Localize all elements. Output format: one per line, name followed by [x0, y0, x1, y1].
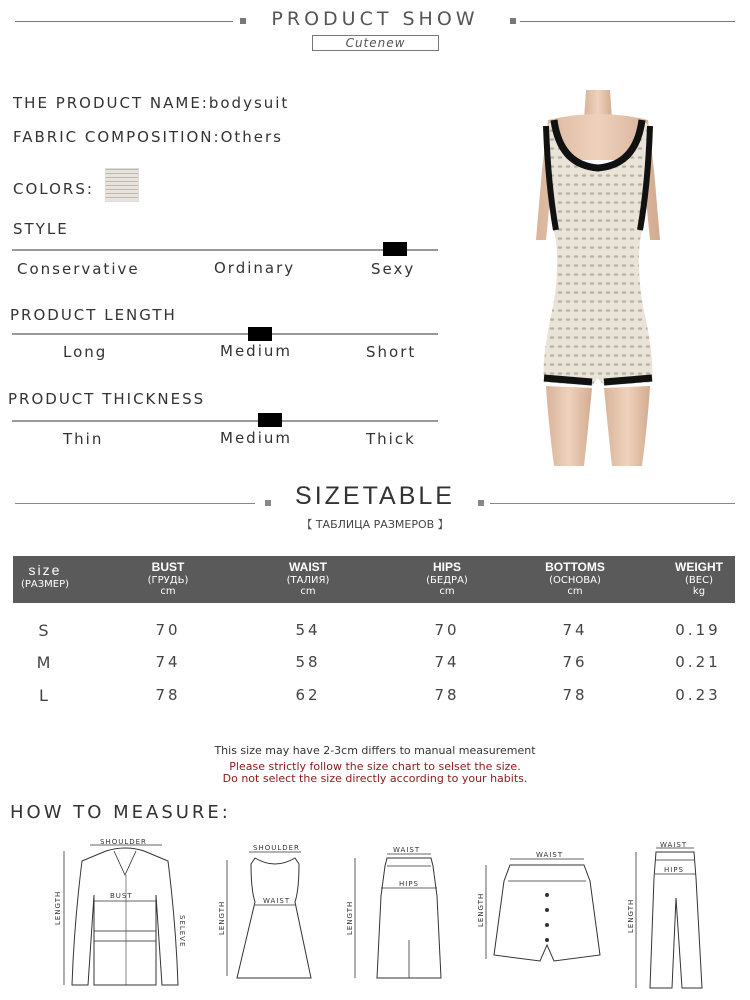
sizetable-dot-right: [478, 500, 484, 506]
header-dot-right: [510, 18, 516, 24]
cell-size: M: [36, 653, 54, 672]
pants-measure-diagram: [620, 838, 720, 998]
thickness-label: PRODUCT THICKNESS: [8, 390, 206, 408]
skirt-measure-diagram: [345, 840, 455, 990]
style-option-conservative: Conservative: [17, 260, 140, 278]
header-title: PRODUCT SHOW: [271, 8, 479, 30]
product-name: THE PRODUCT NAME:bodysuit: [13, 94, 290, 112]
label-length: LENGTH: [346, 900, 354, 935]
cell-bust: 74: [155, 653, 181, 671]
sizetable-title: SIZETABLE: [295, 482, 455, 510]
style-marker: [383, 242, 407, 256]
label-length: LENGTH: [218, 900, 226, 935]
label-hips: HIPS: [399, 880, 419, 888]
thickness-marker: [258, 413, 282, 427]
note-follow-chart: Please strictly follow the size chart to selset the size.: [229, 760, 521, 773]
cell-size: L: [39, 686, 51, 705]
cell-waist: 62: [295, 686, 321, 704]
header-bust: BUST (ГРУДЬ) cm: [147, 560, 189, 597]
label-length: LENGTH: [477, 892, 485, 927]
cell-hips: 78: [434, 686, 460, 704]
fabric-composition: FABRIC COMPOSITION:Others: [13, 128, 283, 146]
header-subtitle: Cutenew: [312, 35, 439, 51]
table-row: [13, 621, 735, 649]
label-waist: WAIST: [393, 846, 421, 854]
header-size: size (РАЗМЕР): [20, 562, 70, 590]
label-length: LENGTH: [54, 890, 62, 925]
length-option-short: Short: [366, 343, 417, 361]
header-weight: WEIGHT (BEC) kg: [675, 560, 723, 597]
header-hips: HIPS (БЕДРА) cm: [426, 560, 468, 597]
thickness-option-thick: Thick: [366, 430, 416, 448]
header-rule-right: [520, 21, 735, 22]
product-photo: [508, 90, 688, 466]
thickness-option-medium: Medium: [220, 429, 292, 447]
jacket-measure-diagram: [50, 835, 200, 995]
length-scale-line: [12, 333, 438, 335]
how-to-measure-title: HOW TO MEASURE:: [10, 802, 231, 823]
label-bust: BUST: [110, 892, 133, 900]
sizetable-rule-right: [490, 503, 735, 504]
note-habits: Do not select the size directly according to your habits.: [222, 772, 528, 785]
cell-bust: 70: [155, 621, 181, 639]
cell-waist: 58: [295, 653, 321, 671]
cell-weight: 0.19: [675, 621, 721, 639]
label-sleeve: SELEVE: [178, 915, 186, 948]
style-option-sexy: Sexy: [371, 260, 416, 278]
cell-hips: 74: [434, 653, 460, 671]
label-length: LENGTH: [627, 898, 635, 933]
length-option-long: Long: [63, 343, 108, 361]
sizetable-subtitle: 【 ТАБЛИЦА РАЗМЕРОВ 】: [301, 518, 449, 531]
note-measurement: This size may have 2-3cm differs to manual measurement: [214, 744, 536, 757]
label-waist: WAIST: [660, 841, 688, 849]
table-row: [13, 686, 735, 714]
label-shoulder: SHOULDER: [253, 844, 300, 852]
dress-measure-diagram: [215, 840, 315, 990]
cell-bottoms: 78: [562, 686, 588, 704]
cell-bottoms: 76: [562, 653, 588, 671]
style-label: STYLE: [13, 220, 69, 238]
color-swatch: [105, 168, 139, 202]
cell-waist: 54: [295, 621, 321, 639]
cell-size: S: [38, 621, 52, 640]
header-waist: WAIST (ТАЛИЯ) cm: [286, 560, 330, 597]
label-hips: HIPS: [664, 866, 684, 874]
cell-weight: 0.21: [675, 653, 721, 671]
cell-weight: 0.23: [675, 686, 721, 704]
length-marker: [248, 327, 272, 341]
colors-label: COLORS:: [13, 180, 94, 198]
style-option-ordinary: Ordinary: [214, 259, 296, 277]
cell-bust: 78: [155, 686, 181, 704]
style-scale-line: [12, 249, 438, 251]
cell-bottoms: 74: [562, 621, 588, 639]
thickness-option-thin: Thin: [63, 430, 104, 448]
cell-hips: 70: [434, 621, 460, 639]
table-row: [13, 653, 735, 681]
label-shoulder: SHOULDER: [100, 838, 147, 846]
shorts-measure-diagram: [478, 845, 608, 975]
size-table-header: [13, 556, 735, 603]
label-waist: WAIST: [536, 851, 564, 859]
length-label: PRODUCT LENGTH: [10, 306, 177, 324]
label-waist: WAIST: [263, 897, 291, 905]
header-bottoms: BOTTOMS (OCHOBA) cm: [545, 560, 605, 597]
thickness-scale-line: [12, 420, 438, 422]
length-option-medium: Medium: [220, 342, 292, 360]
